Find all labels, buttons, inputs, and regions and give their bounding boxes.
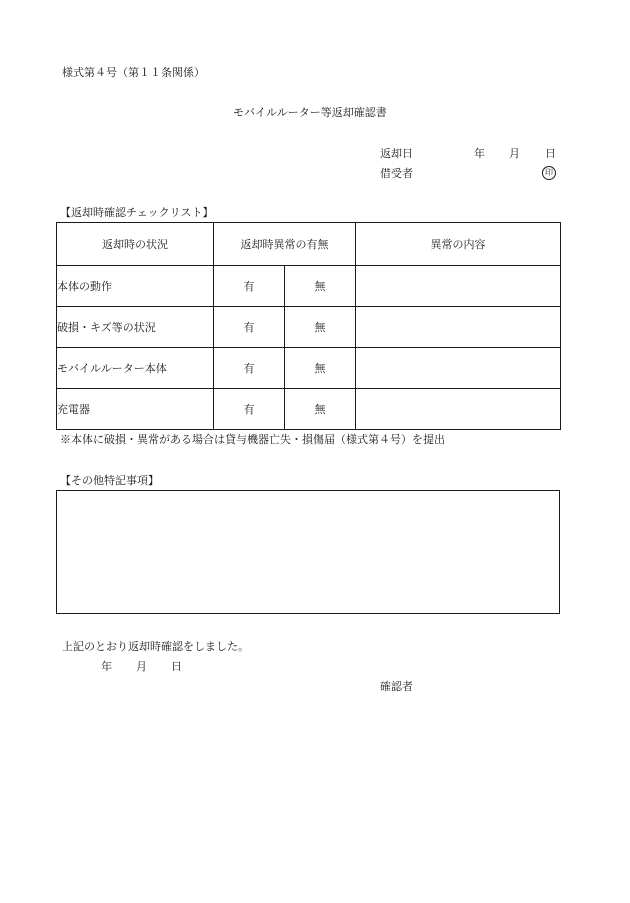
column-header-status: 返却時の状況 — [57, 223, 214, 266]
detail-field[interactable] — [356, 348, 561, 389]
checklist-item: 充電器 — [57, 389, 214, 430]
borrower-label: 借受者 — [380, 167, 413, 180]
no-option[interactable]: 無 — [285, 266, 356, 307]
checklist-item: 本体の動作 — [57, 266, 214, 307]
checklist-heading: 【返却時確認チェックリスト】 — [60, 206, 214, 219]
confirm-day-label: 日 — [171, 660, 182, 673]
yes-option[interactable]: 有 — [214, 389, 285, 430]
return-month-label: 月 — [509, 147, 520, 160]
column-header-abnormality: 返却時異常の有無 — [214, 223, 356, 266]
table-row — [57, 389, 561, 430]
detail-field[interactable] — [356, 266, 561, 307]
detail-field[interactable] — [356, 389, 561, 430]
yes-option[interactable]: 有 — [214, 307, 285, 348]
document-title: モバイルルーター等返却確認書 — [233, 106, 387, 119]
confirmation-statement: 上記のとおり返却時確認をしました。 — [62, 640, 249, 653]
confirm-month-label: 月 — [136, 660, 147, 673]
confirmer-label: 確認者 — [380, 680, 413, 693]
table-row — [57, 348, 561, 389]
confirm-year-label: 年 — [101, 660, 112, 673]
yes-option[interactable]: 有 — [214, 266, 285, 307]
table-row — [57, 307, 561, 348]
checklist-table — [56, 222, 561, 430]
checklist-item: モバイルルーター本体 — [57, 348, 214, 389]
seal-mark: 印 — [542, 166, 556, 180]
form-number: 様式第４号（第１１条関係） — [62, 66, 205, 79]
column-header-detail: 異常の内容 — [356, 223, 561, 266]
table-row — [57, 266, 561, 307]
return-date-label: 返却日 — [380, 147, 413, 160]
yes-option[interactable]: 有 — [214, 348, 285, 389]
notes-heading: 【その他特記事項】 — [60, 474, 159, 487]
return-day-label: 日 — [545, 147, 556, 160]
detail-field[interactable] — [356, 307, 561, 348]
no-option[interactable]: 無 — [285, 307, 356, 348]
checklist-header-row — [57, 223, 561, 266]
no-option[interactable]: 無 — [285, 389, 356, 430]
no-option[interactable]: 無 — [285, 348, 356, 389]
checklist-footnote: ※本体に破損・異常がある場合は貸与機器亡失・損傷届（様式第４号）を提出 — [60, 433, 445, 446]
checklist-item: 破損・キズ等の状況 — [57, 307, 214, 348]
notes-box[interactable] — [56, 490, 560, 614]
return-year-label: 年 — [474, 147, 485, 160]
